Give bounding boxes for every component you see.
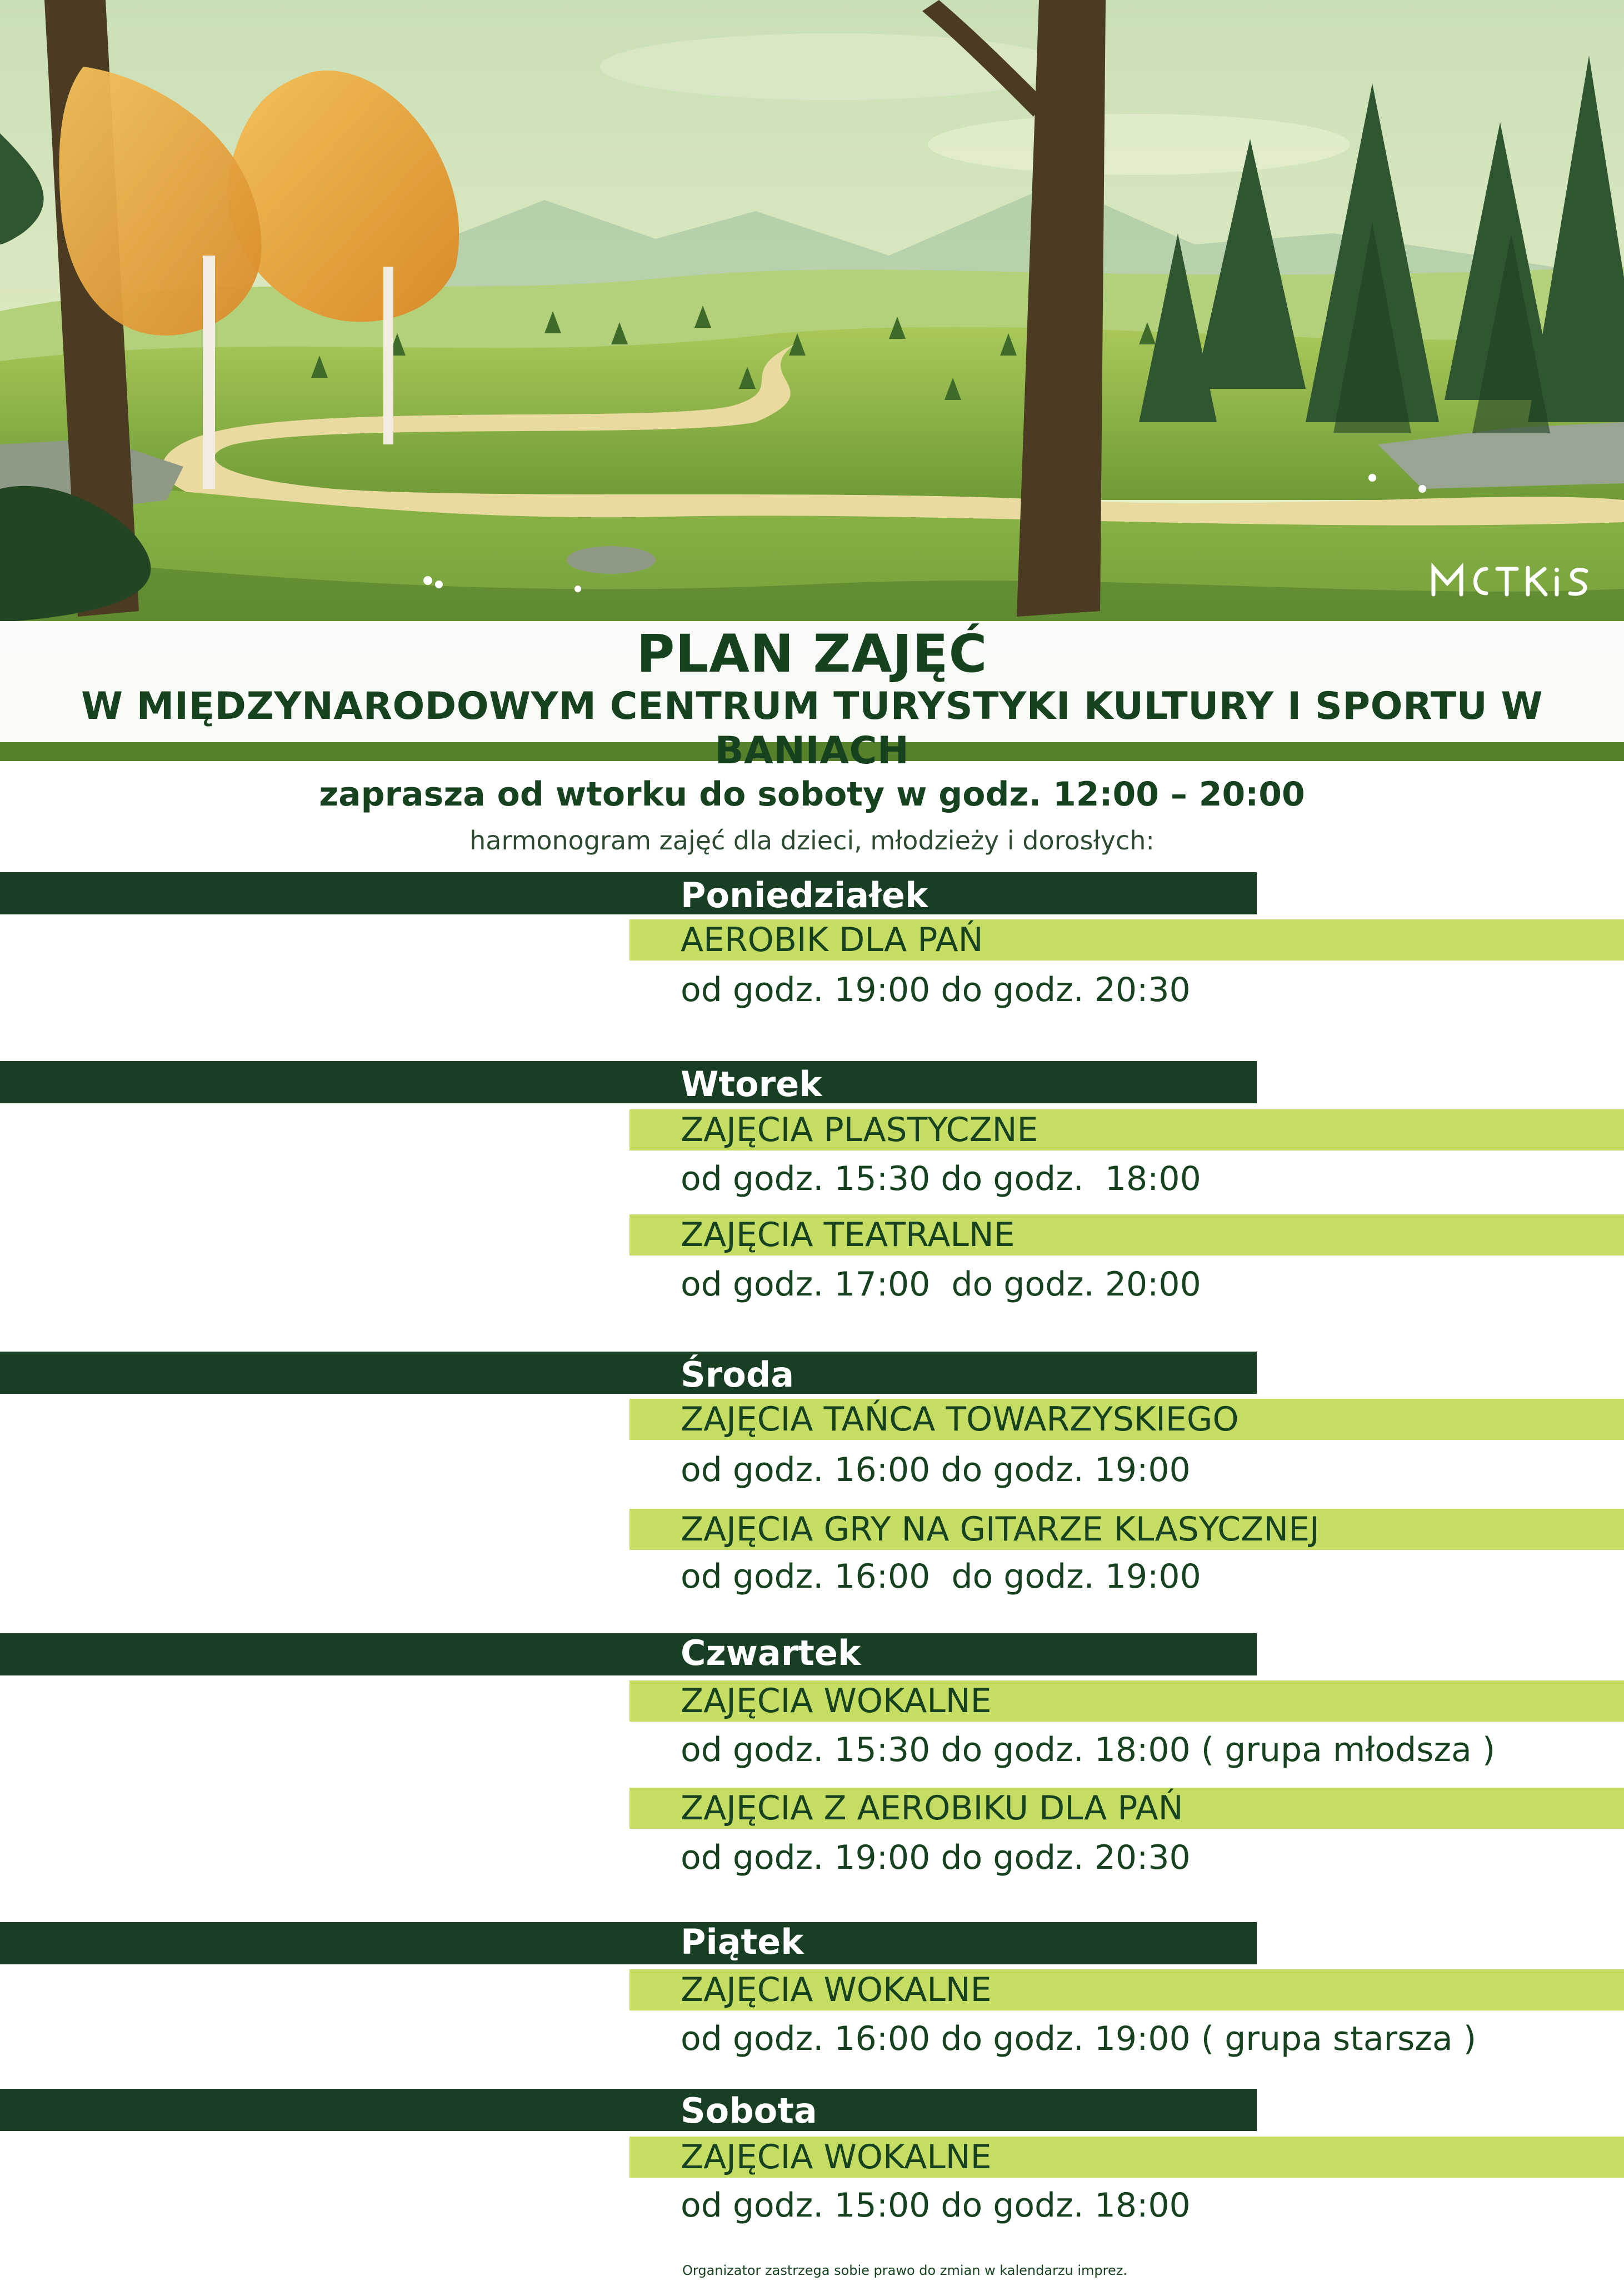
day-header-bar (0, 2089, 1257, 2131)
day-label-tuesday: Wtorek (681, 1064, 822, 1104)
footer-note: Organizator zastrzega sobie prawo do zmian w kalendarzu imprez. (682, 2263, 1127, 2278)
activity-name: ZAJĘCIA PLASTYCZNE (681, 1111, 1038, 1149)
day-label-saturday: Sobota (681, 2090, 817, 2131)
day-header-bar (0, 1633, 1257, 1675)
day-header-bar (0, 1352, 1257, 1394)
activity-time: od godz. 19:00 do godz. 20:30 (681, 971, 1191, 1009)
activity-time: od godz. 19:00 do godz. 20:30 (681, 1838, 1191, 1877)
activity-name: ZAJĘCIA WOKALNE (681, 2138, 992, 2177)
schedule-intro: harmonogram zajęć dla dzieci, młodzieży i dorosłych: (469, 826, 1155, 856)
activity-name: ZAJĘCIA Z AEROBIKU DLA PAŃ (681, 1789, 1183, 1828)
activity-name: ZAJĘCIA GRY NA GITARZE KLASYCZNEJ (681, 1510, 1320, 1549)
activity-name: ZAJĘCIA WOKALNE (681, 1970, 992, 2009)
activity-time: od godz. 16:00 do godz. 19:00 ( grupa starsza ) (681, 2019, 1477, 2058)
day-label-thursday: Czwartek (681, 1633, 861, 1673)
activity-name: ZAJĘCIA TAŃCA TOWARZYSKIEGO (681, 1400, 1239, 1439)
activity-time: od godz. 16:00 do godz. 19:00 (681, 1450, 1191, 1489)
day-header-bar (0, 872, 1257, 914)
page-subtitle: W MIĘDZYNARODOWYM CENTRUM TURYSTYKI KULTURY I SPORTU W BANIACH (81, 684, 1543, 773)
activity-time: od godz. 17:00 do godz. 20:00 (681, 1265, 1201, 1304)
day-label-friday: Piątek (681, 1922, 804, 1962)
activity-time: od godz. 15:30 do godz. 18:00 (681, 1159, 1201, 1198)
activity-name: ZAJĘCIA WOKALNE (681, 1682, 992, 1720)
opening-hours: zaprasza od wtorku do soboty w godz. 12:00 – 20:00 (319, 775, 1305, 814)
activity-name: AEROBIK DLA PAŃ (681, 921, 983, 959)
mctkis-logo (1428, 561, 1595, 600)
day-label-monday: Poniedziałek (681, 875, 928, 916)
activity-time: od godz. 15:30 do godz. 18:00 ( grupa młodsza ) (681, 1730, 1496, 1769)
page-title: PLAN ZAJĘĆ (636, 624, 988, 684)
day-label-wednesday: Środa (681, 1354, 794, 1395)
activity-time: od godz. 15:00 do godz. 18:00 (681, 2186, 1191, 2225)
activity-time: od godz. 16:00 do godz. 19:00 (681, 1557, 1201, 1596)
day-header-bar (0, 1061, 1257, 1103)
activity-name: ZAJĘCIA TEATRALNE (681, 1215, 1015, 1254)
day-header-bar (0, 1922, 1257, 1964)
